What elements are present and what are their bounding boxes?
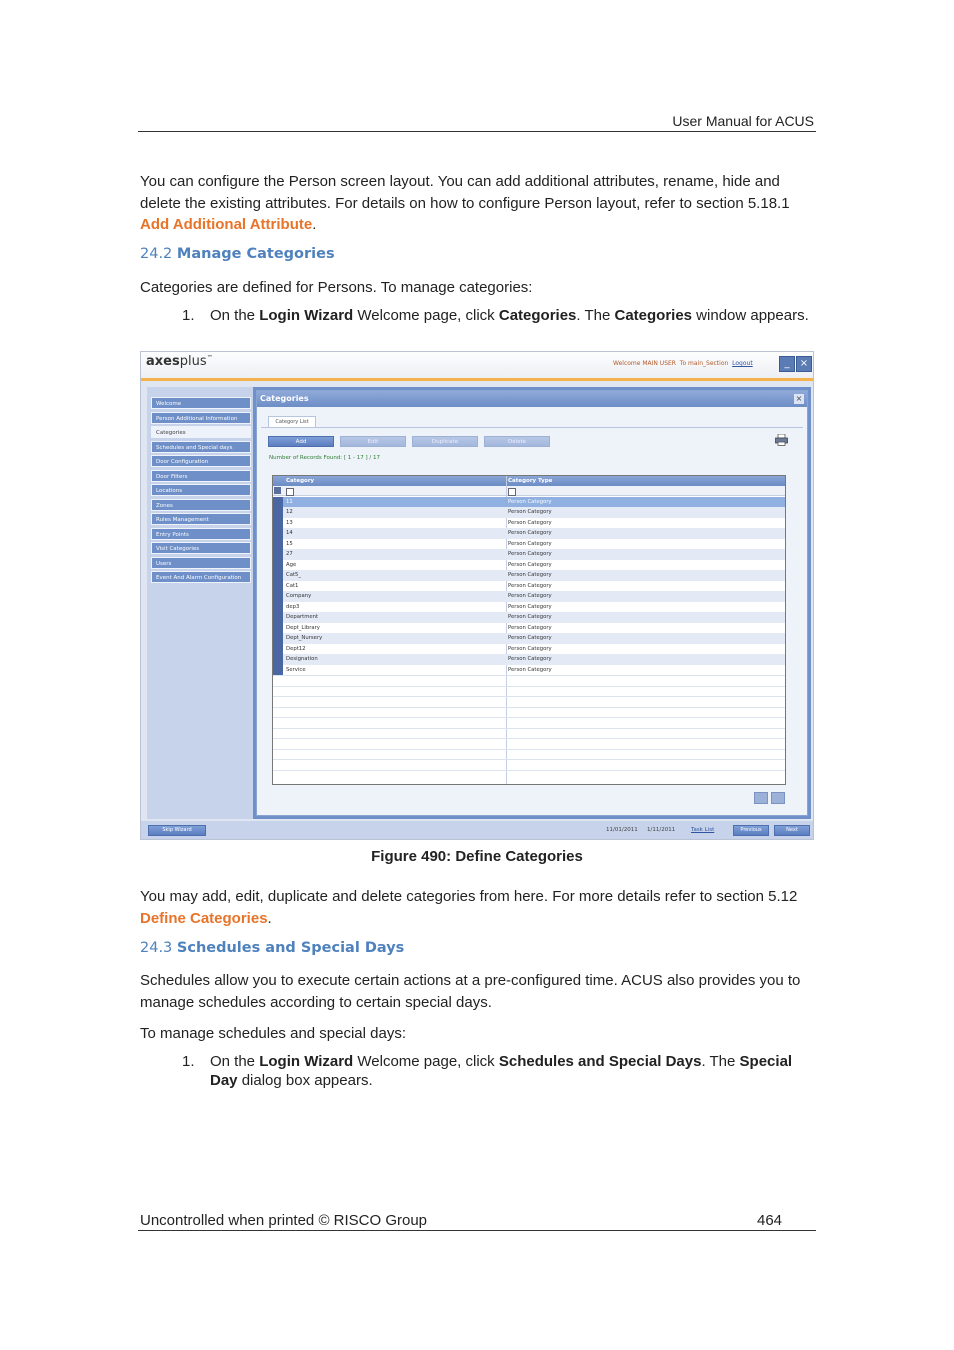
sidebar-item-users[interactable]: Users xyxy=(151,557,251,569)
row-selector[interactable] xyxy=(273,549,283,560)
sidebar-item-schedules[interactable]: Schedules and Special days xyxy=(151,441,251,453)
table-row[interactable] xyxy=(273,612,785,623)
row-selector[interactable] xyxy=(273,644,283,655)
axesplus-logo: axesplus™ xyxy=(146,354,213,369)
category-type-cell: Person Category xyxy=(508,593,552,599)
table-row[interactable] xyxy=(273,623,785,634)
column-header-type[interactable]: Category Type xyxy=(508,478,553,484)
empty-grid-line xyxy=(273,707,785,708)
sidebar-item-zones[interactable]: Zones xyxy=(151,499,251,511)
category-cell: Dept_Nursery xyxy=(286,635,323,641)
row-selector[interactable] xyxy=(273,665,283,676)
empty-grid-line xyxy=(273,686,785,687)
schedules-lead: To manage schedules and special days: xyxy=(140,1025,407,1042)
table-row[interactable] xyxy=(273,497,785,508)
category-cell: Company xyxy=(286,593,312,599)
category-cell: 11 xyxy=(286,498,293,505)
row-selector[interactable] xyxy=(273,497,283,508)
row-selector[interactable] xyxy=(273,591,283,602)
logout-link[interactable]: Logout xyxy=(732,360,753,367)
category-cell: 14 xyxy=(286,530,293,536)
after-figure-end: . xyxy=(267,909,272,927)
empty-grid-line xyxy=(273,759,785,760)
row-selector[interactable] xyxy=(273,560,283,571)
category-cell: Designation xyxy=(286,656,318,662)
step-number: 1. xyxy=(182,307,195,324)
category-cell: Cat5_ xyxy=(286,572,302,578)
sidebar-item-welcome[interactable]: Welcome xyxy=(151,397,251,409)
table-row[interactable] xyxy=(273,665,785,676)
next-button[interactable]: Next xyxy=(774,825,810,836)
table-row[interactable] xyxy=(273,528,785,539)
category-cell: 13 xyxy=(286,519,293,526)
filter-pencil-icon xyxy=(274,487,281,494)
intro-text: You can configure the Person screen layout. You can add additional attributes, rename, hide and delete the existing attributes. For details on how to configure Person layout, refer to section 5.18.1 xyxy=(140,173,790,212)
tab-category-list[interactable]: Category List xyxy=(268,416,316,428)
category-type-cell: Person Category xyxy=(508,540,552,547)
row-selector[interactable] xyxy=(273,518,283,529)
empty-grid-line xyxy=(273,728,785,729)
row-selector[interactable] xyxy=(273,612,283,623)
footer-date-2: 1/11/2011 xyxy=(647,827,676,833)
category-type-cell: Person Category xyxy=(508,624,552,631)
category-cell: 27 xyxy=(286,551,293,557)
category-filter-box[interactable] xyxy=(286,488,294,496)
type-filter-box[interactable] xyxy=(508,488,516,496)
footer-left: Uncontrolled when printed © RISCO Group xyxy=(140,1212,428,1229)
category-cell: Department xyxy=(286,614,319,620)
table-row[interactable] xyxy=(273,518,785,529)
prev-page-button[interactable] xyxy=(754,792,768,804)
column-header-category[interactable]: Category xyxy=(286,478,315,484)
empty-grid-line xyxy=(273,696,785,697)
category-type-cell: Person Category xyxy=(508,572,552,578)
step-number: 1. xyxy=(182,1053,195,1070)
previous-button[interactable]: Previous xyxy=(733,825,769,836)
app-body xyxy=(147,387,811,819)
after-figure-paragraph xyxy=(140,886,816,929)
sidebar-item-person-additional-info[interactable]: Person Additional Information xyxy=(151,412,251,424)
category-cell: 15 xyxy=(286,540,293,547)
after-figure-text: You may add, edit, duplicate and delete categories from here. For more details refer to section 5.12 xyxy=(140,888,798,905)
categories-screenshot xyxy=(140,351,814,840)
duplicate-button[interactable]: Duplicate xyxy=(412,436,478,447)
category-type-cell: Person Category xyxy=(508,582,552,589)
category-cell: 12 xyxy=(286,509,293,515)
table-row[interactable] xyxy=(273,633,785,644)
category-cell: Service xyxy=(286,666,306,673)
sidebar-item-entry-points[interactable]: Entry Points xyxy=(151,528,251,540)
footer-date: 11/01/2011 xyxy=(606,827,638,833)
table-row[interactable] xyxy=(273,560,785,571)
add-additional-attribute-link[interactable]: Add Additional Attribute xyxy=(140,216,313,233)
figure-caption: Figure 490: Define Categories xyxy=(371,848,583,865)
category-type-cell: Person Category xyxy=(508,519,552,526)
category-type-cell: Person Category xyxy=(508,561,552,568)
sidebar-item-locations[interactable]: Locations xyxy=(151,484,251,496)
table-row[interactable] xyxy=(273,654,785,665)
category-cell: dep3 xyxy=(286,603,300,610)
sidebar-item-categories[interactable]: Categories xyxy=(151,426,251,438)
category-type-cell: Person Category xyxy=(508,551,552,557)
table-row[interactable] xyxy=(273,570,785,581)
step-item xyxy=(182,307,812,345)
empty-grid-line xyxy=(273,770,785,771)
table-row[interactable] xyxy=(273,581,785,592)
category-type-cell: Person Category xyxy=(508,635,552,641)
sidebar-item-event-alarm-config[interactable]: Event And Alarm Configuration xyxy=(151,571,251,583)
row-selector[interactable] xyxy=(273,602,283,613)
panel-title: Categories xyxy=(257,391,807,407)
categories-panel xyxy=(256,390,808,816)
section-number: 24.2 xyxy=(140,246,173,262)
table-row[interactable] xyxy=(273,591,785,602)
page-number: 464 xyxy=(757,1212,783,1229)
running-header: User Manual for ACUS xyxy=(672,113,814,129)
category-cell: Cat1 xyxy=(286,582,299,589)
records-count: Number of Records Found: [ 1 - 17 ] / 17 xyxy=(269,455,381,461)
category-type-cell: Person Category xyxy=(508,603,552,610)
row-selector[interactable] xyxy=(273,581,283,592)
category-cell: Dept12 xyxy=(286,645,306,652)
section-title: Manage Categories xyxy=(176,246,335,262)
filter-row xyxy=(273,486,785,496)
accent-bar xyxy=(141,378,813,381)
welcome-text: Welcome MAIN USER To main_Section Logout xyxy=(613,360,753,367)
grid-header xyxy=(273,476,785,486)
category-type-cell: Person Category xyxy=(508,656,552,662)
category-type-cell: Person Category xyxy=(508,614,552,620)
panel-close-icon[interactable]: × xyxy=(795,394,803,403)
row-selector[interactable] xyxy=(273,623,283,634)
table-row[interactable] xyxy=(273,644,785,655)
delete-button[interactable]: Delete xyxy=(484,436,550,447)
intro-paragraph xyxy=(140,171,816,236)
next-page-button[interactable] xyxy=(771,792,785,804)
section-lead: Categories are defined for Persons. To manage categories: xyxy=(140,279,533,296)
empty-grid-line xyxy=(273,717,785,718)
footer-rule xyxy=(138,1230,816,1231)
tab-divider xyxy=(261,427,803,428)
category-type-cell: Person Category xyxy=(508,530,552,536)
step-text: On the Login Wizard Welcome page, click Categories. The Categories window appears. xyxy=(210,307,809,324)
step-text: On the Login Wizard Welcome page, click Schedules and Special Days. The Special Day dialog box appears. xyxy=(210,1053,793,1089)
row-selector[interactable] xyxy=(273,654,283,665)
minimize-button[interactable]: _ xyxy=(779,356,795,372)
category-type-cell: Person Category xyxy=(508,498,552,505)
sidebar-item-rules-management[interactable]: Rules Management xyxy=(151,513,251,525)
row-selector[interactable] xyxy=(273,570,283,581)
schedules-paragraph: Schedules allow you to execute certain actions at a pre-configured time. ACUS also provides you to manage schedules according to certain special days. xyxy=(140,972,801,1011)
empty-grid-line xyxy=(273,749,785,750)
app-top-bar xyxy=(141,352,813,378)
category-type-cell: Person Category xyxy=(508,645,552,652)
add-button[interactable]: Add xyxy=(268,436,334,447)
table-row[interactable] xyxy=(273,507,785,518)
section-heading-24-2 xyxy=(140,246,335,262)
category-cell: Age xyxy=(286,561,297,568)
sidebar-item-visit-categories[interactable]: Visit Categories xyxy=(151,542,251,554)
empty-grid-line xyxy=(273,738,785,739)
print-icon[interactable] xyxy=(775,434,788,446)
intro-end: . xyxy=(312,216,317,233)
sidebar-item-door-filters[interactable]: Door Filters xyxy=(151,470,251,482)
task-list-link[interactable]: Task List xyxy=(691,827,715,833)
category-cell: Dept_Library xyxy=(286,624,320,631)
row-selector[interactable] xyxy=(273,528,283,539)
table-row[interactable] xyxy=(273,539,785,550)
sidebar-item-door-configuration[interactable]: Door Configuration xyxy=(151,455,251,467)
categories-grid xyxy=(272,475,786,785)
row-selector[interactable] xyxy=(273,633,283,644)
row-selector[interactable] xyxy=(273,507,283,518)
skip-wizard-button[interactable]: Skip Wizard xyxy=(148,825,206,836)
edit-button[interactable]: Edit xyxy=(340,436,406,447)
wizard-sidebar xyxy=(147,387,253,819)
define-categories-link[interactable]: Define Categories xyxy=(140,909,268,927)
category-type-cell: Person Category xyxy=(508,666,552,673)
table-row[interactable] xyxy=(273,602,785,613)
wizard-footer xyxy=(141,821,813,839)
table-row[interactable] xyxy=(273,549,785,560)
row-selector[interactable] xyxy=(273,539,283,550)
empty-grid-line xyxy=(273,675,785,676)
step-item xyxy=(182,1053,812,1091)
close-app-button[interactable]: × xyxy=(796,356,812,372)
header-rule xyxy=(138,131,816,132)
category-type-cell: Person Category xyxy=(508,509,552,515)
section-title: Schedules and Special Days xyxy=(176,940,405,956)
section-heading-24-3 xyxy=(140,940,404,956)
section-number: 24.3 xyxy=(140,940,173,956)
